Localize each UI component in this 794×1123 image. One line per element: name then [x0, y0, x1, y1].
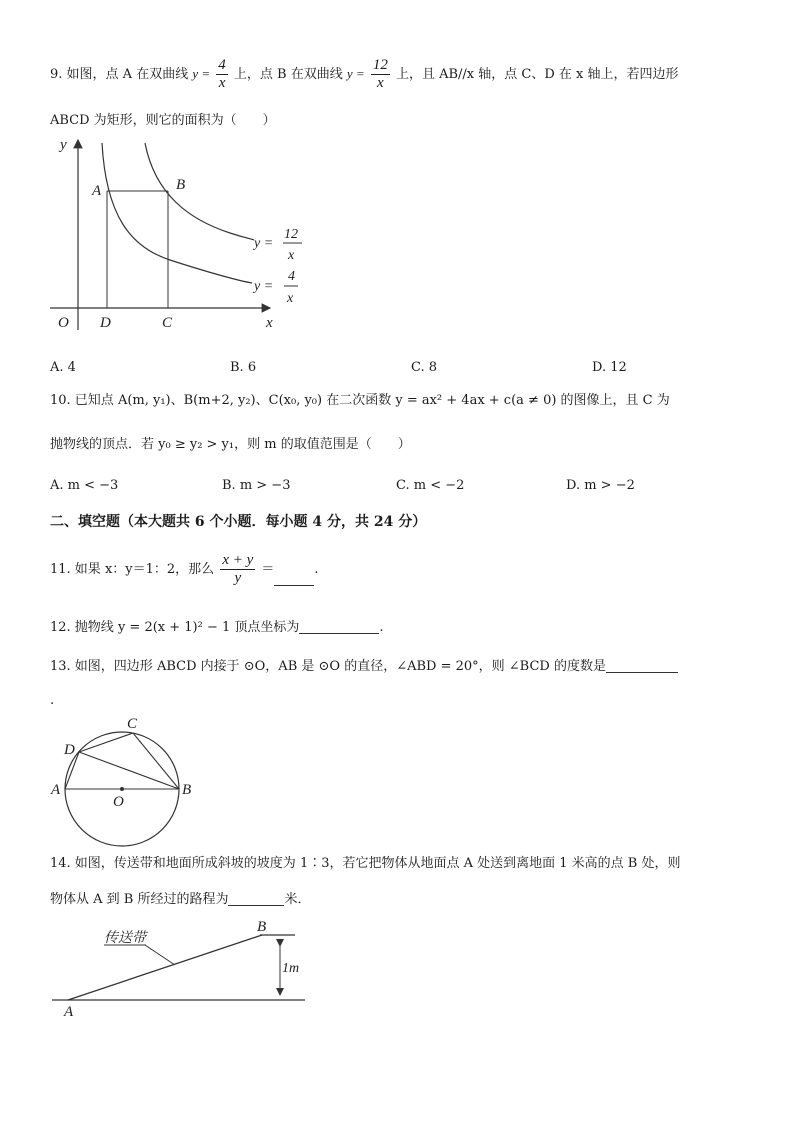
q10-option-b: B. m > −3	[222, 478, 291, 493]
q9-text-c: 上，且 AB//x 轴，点 C、D 在 x 轴上，若四边形	[395, 67, 679, 82]
q14-belt-slope	[68, 935, 262, 1000]
q9-label-y: y	[60, 137, 67, 153]
q13-center-dot	[120, 787, 124, 791]
section2-heading: 二、填空题（本大题共 6 个小题．每小题 4 分，共 24 分）	[50, 514, 427, 530]
q14-label-a: A	[64, 1004, 74, 1020]
q11-text-c: .	[314, 562, 319, 577]
q13-label-b: B	[182, 782, 192, 798]
q9-label-origin: O	[58, 315, 69, 331]
q9-text-b: 上，点 B 在双曲线	[233, 67, 343, 82]
q9-curve-top-num: 12	[284, 227, 298, 242]
q14-belt-label: 传送带	[104, 930, 146, 946]
q10-line1: 10. 已知点 A(m, y₁)、B(m+2, y₂)、C(x₀, y₀) 在二次函数 y = ax² + 4ax + c(a ≠ 0) 的图像上，且 C 为	[50, 393, 670, 408]
q14-line1: 14. 如图，传送带和地面所成斜坡的坡度为 1∶3，若它把物体从地面点 A 处送到离地面 1 米高的点 B 处，则	[50, 856, 681, 871]
q9-curve-bottom-num: 4	[288, 269, 295, 284]
q9-eq1-lhs: y =	[192, 66, 211, 81]
q9-option-d: D. 12	[592, 360, 627, 375]
q14-text-b: 米．	[284, 892, 311, 907]
q9-line1	[50, 58, 679, 91]
q11-fraction	[220, 553, 255, 586]
q9-curve-bottom-lhs: y =	[254, 279, 274, 294]
q13-label-c: C	[127, 716, 138, 732]
q14-text-a: 物体从 A 到 B 所经过的路程为	[50, 892, 229, 907]
q9-line2: ABCD 为矩形，则它的面积为（ ）	[50, 113, 276, 128]
q9-eq2-fraction	[371, 58, 390, 91]
q14-answer-blank[interactable]	[228, 893, 284, 906]
q9-number: 9.	[50, 67, 63, 82]
q10-option-a: A. m < −3	[50, 478, 119, 493]
q9-label-d: D	[100, 315, 111, 331]
q13-label-d: D	[64, 742, 75, 758]
q14-label-height: 1m	[282, 961, 300, 976]
q13-label-o: O	[113, 794, 124, 810]
q11-line	[50, 553, 319, 586]
q10-option-d: D. m > −2	[566, 478, 635, 493]
q14-figure	[50, 915, 320, 1025]
q13-answer-blank[interactable]	[606, 660, 678, 673]
q11-frac-den: y	[234, 570, 242, 586]
q9-curve-bottom-den: x	[287, 291, 294, 306]
q12-line	[50, 621, 384, 634]
q9-eq2-num: 12	[372, 57, 388, 73]
q9-eq2-den: x	[376, 75, 384, 91]
q10-line2: 抛物线的顶点．若 y₀ ≥ y₂ > y₁，则 m 的取值范围是（ ）	[50, 437, 411, 452]
q13-line2: .	[50, 693, 55, 708]
q9-option-a: A. 4	[50, 360, 76, 375]
q14-label-b: B	[257, 919, 267, 935]
q9-eq1-fraction	[216, 58, 228, 91]
q12-text-a: 12. 抛物线 y = 2(x + 1)² − 1 顶点坐标为	[50, 620, 300, 635]
q13-label-a: A	[51, 782, 61, 798]
q9-text-a: 如图，点 A 在双曲线	[66, 67, 189, 82]
q9-eq2-lhs: y =	[346, 66, 365, 81]
q9-label-c: C	[162, 315, 173, 331]
q11-text-a: 11. 如果 x：y＝1：2，那么	[50, 562, 215, 577]
q14-line2	[50, 893, 311, 906]
q12-answer-blank[interactable]	[299, 621, 379, 634]
q10-option-c: C. m < −2	[396, 478, 465, 493]
q13-chord-dc	[79, 733, 133, 752]
q9-curve-top-lhs: y =	[254, 236, 274, 251]
q11-text-b: ＝	[261, 562, 275, 577]
q13-figure	[45, 712, 205, 852]
q9-label-b: B	[176, 177, 186, 193]
q9-option-b: B. 6	[230, 360, 257, 375]
q14-belt-leader	[145, 945, 175, 965]
q9-label-x: x	[266, 315, 273, 331]
q13-line1	[50, 660, 678, 673]
q9-option-c: C. 8	[411, 360, 438, 375]
q13-text: 13. 如图，四边形 ABCD 内接于 ⊙O，AB 是 ⊙O 的直径，∠ABD = 20°，则 ∠BCD 的度数是	[50, 659, 606, 674]
q11-frac-num: x + y	[222, 552, 254, 568]
q9-curve-4-over-x	[102, 143, 252, 283]
q12-text-b: .	[379, 620, 384, 635]
q9-curve-top-den: x	[288, 248, 295, 263]
q11-answer-blank[interactable]	[274, 573, 314, 586]
q9-eq1-num: 4	[218, 57, 226, 73]
q9-label-a: A	[92, 183, 102, 199]
q9-eq1-den: x	[218, 75, 226, 91]
q9-figure	[40, 135, 320, 335]
